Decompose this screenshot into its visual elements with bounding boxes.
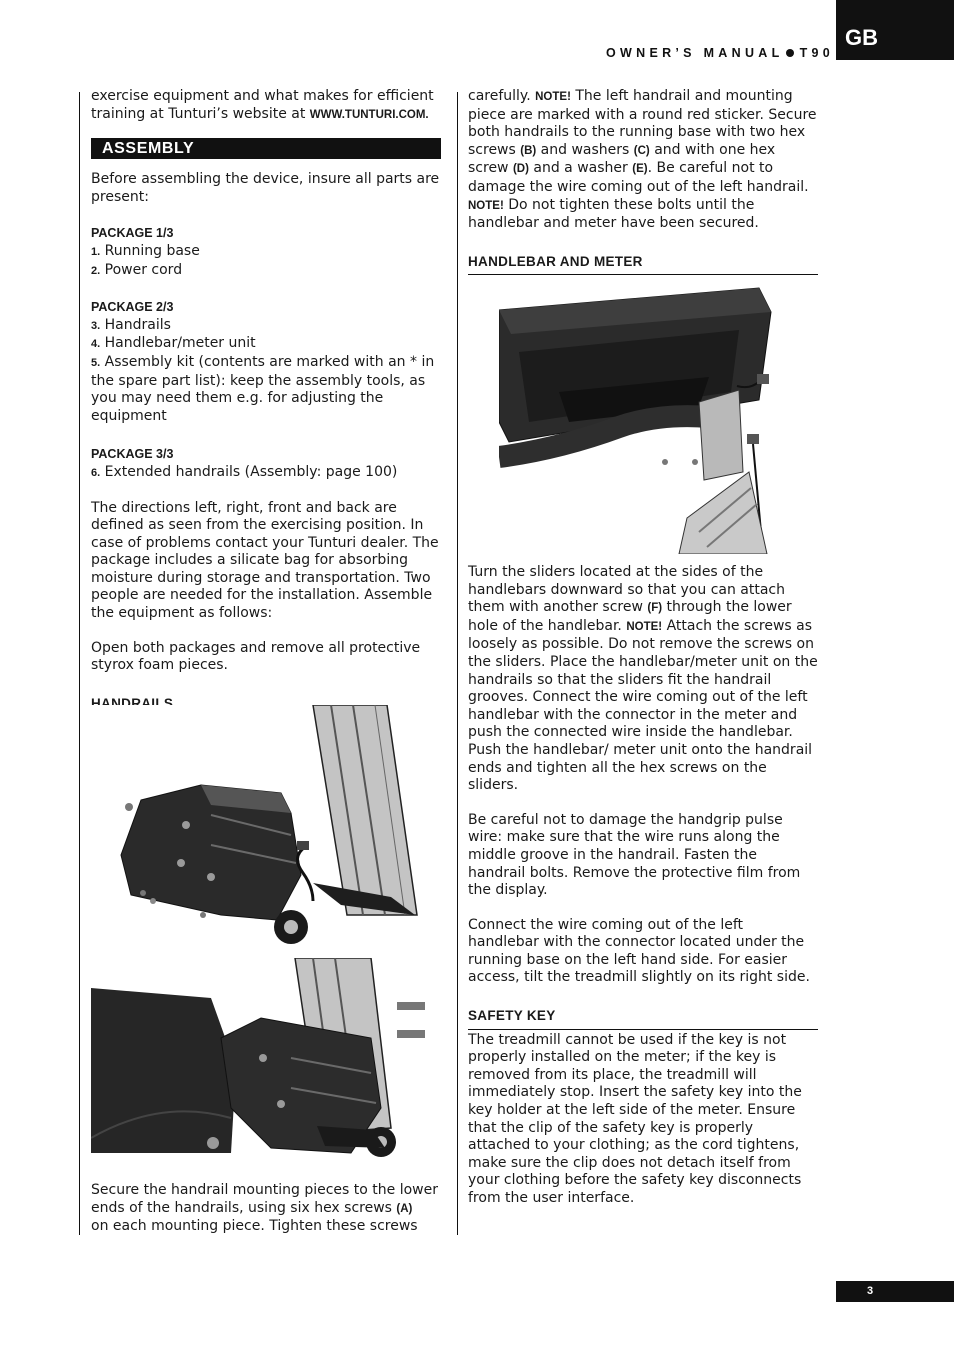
check-parts-text: Before assembling the device, insure all parts are present:	[91, 171, 440, 205]
intro-paragraph: exercise equipment and what makes for efficient training at Tunturi’s website at WWW.TUNTURI.COM.	[91, 88, 434, 122]
handrail-to-base-illustration	[91, 958, 441, 1173]
package-item: 2. Power cord	[91, 261, 183, 278]
open-packages-paragraph: Open both packages and remove all protective styrox foam pieces.	[91, 639, 421, 674]
package-1-title: PACKAGE 1/3	[91, 226, 174, 241]
assembly-section-title: ASSEMBLY	[91, 138, 441, 159]
pulse-wire-paragraph: Be careful not to damage the handgrip pulse wire: make sure that the wire runs along the middle groove in the handrail. Fasten the handrail bolts. Remove the protective film from the display.	[468, 811, 801, 899]
package-item: 6. Extended handrails (Assembly: page 100)	[91, 463, 398, 480]
directions-paragraph: The directions left, right, front and back are defined as seen from the exercising position. In case of problems contact your Tunturi dealer. The package includes a silicate bag for absorbing moisture during storage and transportation. Two people are needed for the installation. Assemble the equipment as follows:	[91, 499, 439, 622]
sliders-paragraph: Turn the sliders located at the sides of the handlebars downward so that you can attach them with another screw (F) through the lower hole of the handlebar. NOTE! Attach the screws as loosely as possible. Do not remove the screws on the sliders. Place the handlebar/meter unit on the handrails so that the sliders fit the handrail grooves. Connect the wire coming out of the left handlebar with the connector in the meter and push the connected wire inside the handlebar. Push the handlebar/ meter unit onto the handrail ends and tighten all the hex screws on the sliders.	[468, 564, 818, 794]
handlebar-meter-illustration	[499, 282, 784, 554]
package-item: 4. Handlebar/meter unit	[91, 335, 256, 352]
package-item: 5. Assembly kit (contents are marked with an * in the spare part list): keep the assembly tools, as you may need them e.g. for adjusting the equipment	[91, 353, 435, 424]
left-column	[91, 88, 441, 717]
bullet-icon	[786, 49, 794, 57]
package-3-title: PACKAGE 3/3	[91, 447, 174, 462]
handlebar-meter-heading: HANDLEBAR AND METER	[468, 253, 818, 276]
handrail-securing-paragraph: carefully. NOTE! The left handrail and mounting piece are marked with a round red sticker. Secure both handrails to the running base with two hex screws (B) and washers (C) and with one hex screw (D) and a washer (E). Be careful not to damage the wire coming out of the left handrail. NOTE! Do not tighten these bolts until the handlebar and meter have been secured.	[468, 88, 817, 232]
language-tab: GB	[836, 0, 954, 60]
center-column-rule	[457, 92, 458, 1235]
right-column-lower	[468, 564, 818, 1208]
safety-key-heading: SAFETY KEY	[468, 1007, 818, 1030]
secure-handrails-paragraph: Secure the handrail mounting pieces to the lower ends of the handrails, using six hex screws (A) on each mounting piece. Tighten these screws	[91, 1182, 438, 1235]
handrails-heading: HANDRAILS	[91, 695, 441, 718]
safety-key-paragraph: The treadmill cannot be used if the key is not properly installed on the meter; if the key is removed from its place, the treadmill will immediately stop. Insert the safety key into the key holder at the left side of the meter. Ensure that the clip of the safety key is properly attached to your clothing; as the cord tightens, make sure the clip does not detach itself from your clothing before the safety key disconnects from the user interface.	[468, 1031, 802, 1206]
left-column-rule	[79, 92, 80, 1235]
package-item: 1. Running base	[91, 242, 200, 259]
right-column	[468, 88, 818, 275]
page-number: 3	[836, 1281, 954, 1302]
handrail-mounting-illustration-top	[91, 705, 441, 955]
running-header	[606, 46, 834, 60]
model-name: T90	[799, 46, 835, 60]
package-item: 3. Handrails	[91, 316, 171, 333]
connect-wire-paragraph: Connect the wire coming out of the left handlebar with the connector located under the running base on the left hand side. For easier access, tilt the treadmill slightly on its right side.	[468, 916, 810, 986]
package-2-title: PACKAGE 2/3	[91, 300, 174, 315]
manual-title: OWNER’S MANUAL	[606, 46, 784, 60]
tunturi-url: WWW.TUNTURI.COM.	[309, 108, 429, 121]
